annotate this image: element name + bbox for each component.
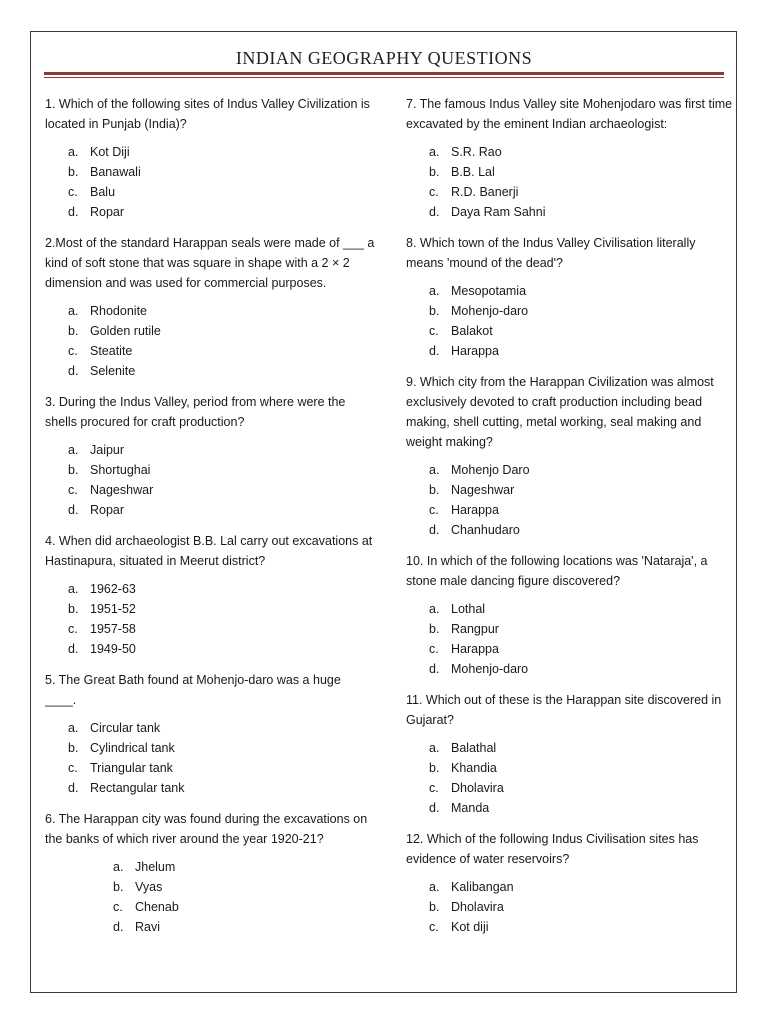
option-item	[113, 857, 375, 877]
option-item	[429, 639, 736, 659]
option-letter: d.	[429, 344, 440, 358]
option-letter: a.	[68, 145, 79, 159]
option-item	[429, 460, 736, 480]
option-item	[68, 579, 375, 599]
option-letter: c.	[429, 781, 439, 795]
option-item	[429, 162, 736, 182]
options-list	[406, 599, 736, 679]
option-text: Triangular tank	[90, 761, 173, 775]
option-item	[68, 162, 375, 182]
option-letter: d.	[429, 205, 440, 219]
option-item	[429, 182, 736, 202]
page-title: INDIAN GEOGRAPHY QUESTIONS	[235, 48, 533, 68]
option-letter: d.	[113, 920, 124, 934]
question-block	[406, 690, 736, 818]
option-letter: d.	[429, 662, 440, 676]
option-text: Ropar	[90, 503, 125, 517]
option-text: Vyas	[135, 880, 163, 894]
option-letter: a.	[113, 860, 124, 874]
option-text: 1957-58	[90, 622, 136, 636]
option-item	[429, 917, 736, 937]
option-item	[429, 599, 736, 619]
options-list	[45, 301, 375, 381]
option-letter: c.	[68, 622, 78, 636]
option-item	[429, 798, 736, 818]
option-letter: c.	[68, 483, 78, 497]
option-text: Circular tank	[90, 721, 161, 735]
option-item	[113, 877, 375, 897]
option-text: Mohenjo-daro	[451, 662, 529, 676]
options-list	[45, 142, 375, 222]
question-text: 8. Which town of the Indus Valley Civilisation literally means 'mound of the dead'?	[406, 236, 696, 270]
option-letter: b.	[429, 900, 440, 914]
question-block	[406, 551, 736, 679]
option-item	[68, 361, 375, 381]
option-text: Harappa	[451, 344, 499, 358]
option-text: Jhelum	[135, 860, 176, 874]
option-text: Nageshwar	[451, 483, 515, 497]
option-text: Lothal	[451, 602, 486, 616]
option-item	[68, 321, 375, 341]
question-block	[45, 531, 375, 659]
option-letter: c.	[429, 642, 439, 656]
option-item	[68, 480, 375, 500]
option-letter: b.	[68, 741, 79, 755]
option-letter: b.	[68, 324, 79, 338]
title-rule-thick	[44, 72, 724, 75]
options-list	[45, 718, 375, 798]
option-text: Ravi	[135, 920, 161, 934]
option-item	[429, 778, 736, 798]
options-list	[406, 460, 736, 540]
question-text: 2.Most of the standard Harappan seals were made of ___ a kind of soft stone that was square in shape with a 2 × 2 dimension and was used for commercial purposes.	[45, 236, 375, 290]
right-column	[406, 94, 736, 948]
option-item	[68, 301, 375, 321]
option-text: Dholavira	[451, 781, 504, 795]
option-item	[429, 520, 736, 540]
question-block	[45, 670, 375, 798]
option-letter: c.	[68, 761, 78, 775]
option-letter: b.	[68, 165, 79, 179]
option-item	[429, 877, 736, 897]
option-letter: a.	[68, 582, 79, 596]
option-item	[429, 659, 736, 679]
option-text: Banawali	[90, 165, 141, 179]
option-item	[429, 619, 736, 639]
option-text: 1962-63	[90, 582, 136, 596]
option-item	[429, 301, 736, 321]
question-block	[45, 94, 375, 222]
option-item	[68, 778, 375, 798]
question-text: 3. During the Indus Valley, period from where were the shells procured for craft production?	[45, 395, 346, 429]
option-item	[429, 500, 736, 520]
option-text: Kot Diji	[90, 145, 130, 159]
option-letter: c.	[113, 900, 123, 914]
option-item	[429, 321, 736, 341]
option-text: Balathal	[451, 741, 497, 755]
options-list	[406, 738, 736, 818]
question-block	[406, 233, 736, 361]
options-list	[406, 281, 736, 361]
option-item	[68, 142, 375, 162]
option-letter: d.	[68, 205, 79, 219]
option-text: B.B. Lal	[451, 165, 495, 179]
option-item	[68, 738, 375, 758]
option-letter: c.	[429, 503, 439, 517]
option-letter: c.	[68, 185, 78, 199]
option-text: Steatite	[90, 344, 133, 358]
option-item	[68, 599, 375, 619]
option-text: Chanhudaro	[451, 523, 520, 537]
option-item	[68, 440, 375, 460]
options-list	[406, 142, 736, 222]
option-letter: b.	[429, 165, 440, 179]
option-item	[429, 281, 736, 301]
left-column	[45, 94, 375, 948]
question-text: 1. Which of the following sites of Indus Valley Civilization is located in Punjab (India)?	[45, 97, 370, 131]
question-text: 5. The Great Bath found at Mohenjo-daro was a huge ____.	[45, 673, 341, 707]
option-letter: d.	[68, 503, 79, 517]
option-text: Cylindrical tank	[90, 741, 175, 755]
option-item	[113, 897, 375, 917]
option-text: Balakot	[451, 324, 493, 338]
option-item	[113, 917, 375, 937]
option-text: Jaipur	[90, 443, 125, 457]
question-text: 11. Which out of these is the Harappan site discovered in Gujarat?	[406, 693, 722, 727]
option-text: Ropar	[90, 205, 125, 219]
options-list	[406, 877, 736, 937]
option-letter: d.	[429, 523, 440, 537]
option-item	[68, 758, 375, 778]
option-letter: c.	[68, 344, 78, 358]
option-letter: a.	[68, 721, 79, 735]
option-letter: d.	[68, 364, 79, 378]
question-block	[406, 829, 736, 937]
option-letter: a.	[68, 443, 79, 457]
option-text: Nageshwar	[90, 483, 154, 497]
question-block	[45, 233, 375, 381]
option-letter: a.	[429, 284, 440, 298]
question-text: 4. When did archaeologist B.B. Lal carry out excavations at Hastinapura, situated in Meerut district?	[45, 534, 373, 568]
option-text: Rectangular tank	[90, 781, 185, 795]
option-item	[68, 341, 375, 361]
question-text: 6. The Harappan city was found during the excavations on the banks of which river around the year 1920-21?	[45, 812, 368, 846]
option-text: Harappa	[451, 642, 499, 656]
option-letter: c.	[429, 185, 439, 199]
options-list	[45, 440, 375, 520]
option-item	[429, 480, 736, 500]
options-list	[45, 857, 375, 937]
question-block	[406, 372, 736, 540]
option-letter: a.	[68, 304, 79, 318]
option-letter: b.	[429, 483, 440, 497]
option-letter: c.	[429, 324, 439, 338]
question-text: 9. Which city from the Harappan Civilization was almost exclusively devoted to craft production including bead making, shell cutting, metal working, seal making and weight making?	[406, 375, 714, 449]
option-letter: b.	[68, 463, 79, 477]
option-text: Golden rutile	[90, 324, 161, 338]
option-letter: c.	[429, 920, 439, 934]
option-letter: a.	[429, 145, 440, 159]
option-text: Rhodonite	[90, 304, 147, 318]
option-item	[68, 639, 375, 659]
option-letter: a.	[429, 880, 440, 894]
option-text: Dholavira	[451, 900, 504, 914]
option-text: S.R. Rao	[451, 145, 502, 159]
options-list	[45, 579, 375, 659]
option-text: Kot diji	[451, 920, 489, 934]
option-letter: b.	[429, 761, 440, 775]
option-letter: b.	[429, 304, 440, 318]
option-letter: a.	[429, 741, 440, 755]
option-letter: a.	[429, 463, 440, 477]
option-text: Mohenjo Daro	[451, 463, 530, 477]
option-item	[68, 202, 375, 222]
question-text: 10. In which of the following locations was 'Nataraja', a stone male dancing figure discovered?	[406, 554, 708, 588]
option-letter: b.	[429, 622, 440, 636]
option-letter: d.	[68, 781, 79, 795]
option-item	[429, 758, 736, 778]
option-text: Mesopotamia	[451, 284, 527, 298]
option-item	[68, 619, 375, 639]
option-text: 1951-52	[90, 602, 136, 616]
option-text: Rangpur	[451, 622, 499, 636]
option-text: Chenab	[135, 900, 179, 914]
option-text: Daya Ram Sahni	[451, 205, 546, 219]
option-text: Manda	[451, 801, 490, 815]
option-text: Mohenjo-daro	[451, 304, 529, 318]
option-item	[68, 500, 375, 520]
option-item	[429, 897, 736, 917]
question-text: 7. The famous Indus Valley site Mohenjodaro was first time excavated by the eminent Indian archaeologist:	[406, 97, 733, 131]
option-text: Shortughai	[90, 463, 151, 477]
option-item	[68, 182, 375, 202]
option-item	[68, 460, 375, 480]
option-text: R.D. Banerji	[451, 185, 519, 199]
question-block	[406, 94, 736, 222]
question-block	[45, 809, 375, 937]
option-letter: a.	[429, 602, 440, 616]
option-text: 1949-50	[90, 642, 136, 656]
option-letter: d.	[68, 642, 79, 656]
option-letter: b.	[113, 880, 124, 894]
title-rule-thin	[44, 77, 724, 78]
option-item	[429, 142, 736, 162]
question-block	[45, 392, 375, 520]
option-item	[429, 341, 736, 361]
option-letter: d.	[429, 801, 440, 815]
option-text: Selenite	[90, 364, 136, 378]
option-text: Balu	[90, 185, 116, 199]
question-text: 12. Which of the following Indus Civilisation sites has evidence of water reservoirs?	[406, 832, 699, 866]
option-text: Harappa	[451, 503, 499, 517]
option-item	[68, 718, 375, 738]
option-text: Khandia	[451, 761, 497, 775]
option-text: Kalibangan	[451, 880, 514, 894]
option-item	[429, 202, 736, 222]
option-letter: b.	[68, 602, 79, 616]
option-item	[429, 738, 736, 758]
